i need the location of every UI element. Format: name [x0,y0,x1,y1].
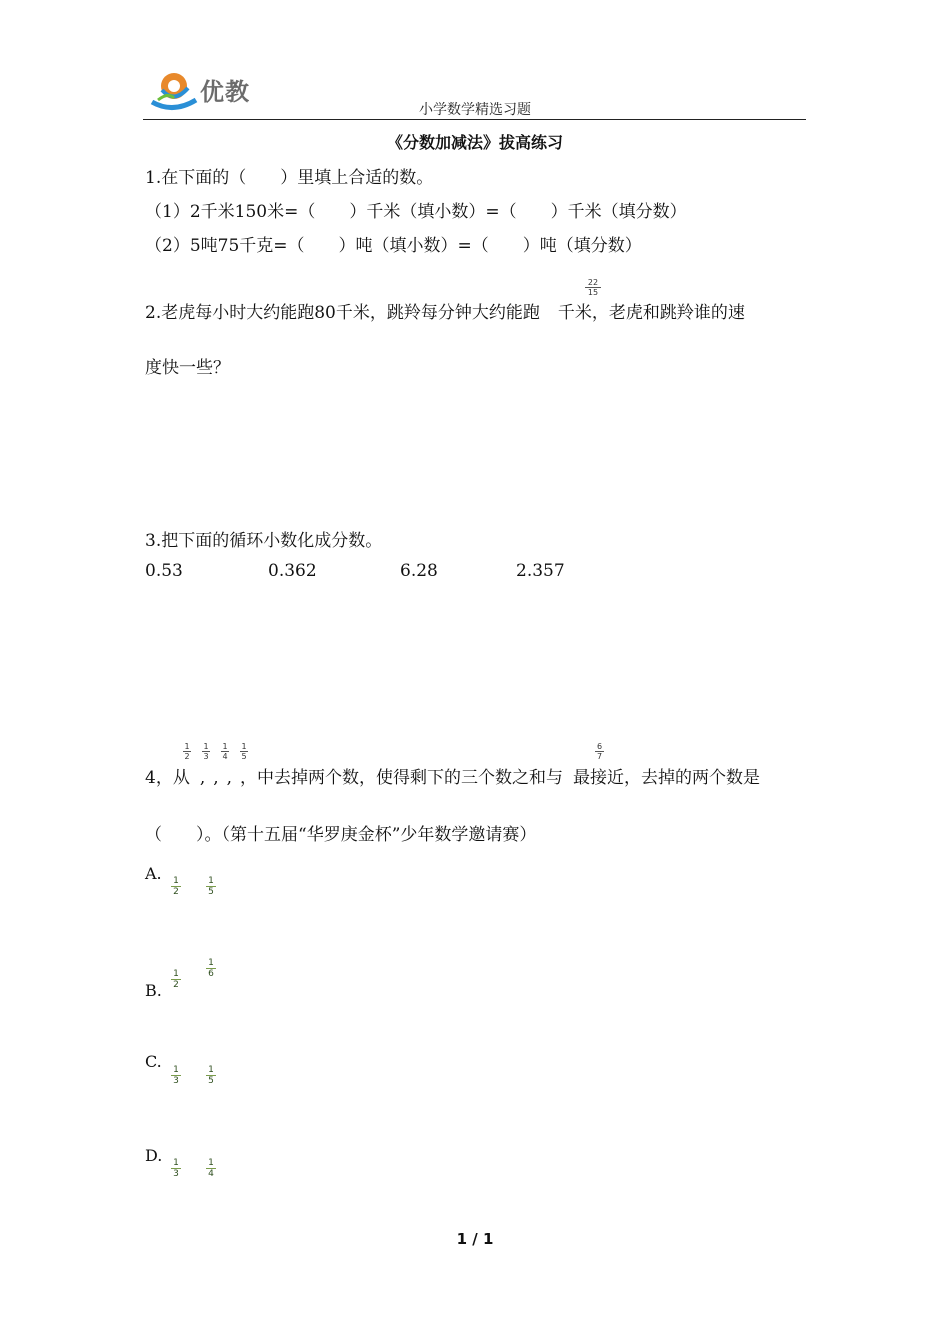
option-d-label[interactable]: D. [145,1146,163,1165]
option-b-fraction-2 [206,958,216,979]
q4-prefix: 4，从 [145,768,190,788]
option-c-fraction-2 [206,1065,216,1086]
q4-fraction-1 [183,742,191,761]
q3-value-2: 0.362 [268,561,317,581]
option-b-f1-num: 1 [171,969,181,980]
q4-line1 [145,763,760,788]
option-a-label[interactable]: A. [145,864,162,883]
q4-target-fraction [595,742,604,761]
option-d-f2-num: 1 [206,1158,216,1169]
q4-target-den: 7 [596,752,603,761]
q4-fraction-4-den: 5 [241,752,247,761]
option-d-fraction-1 [171,1158,181,1179]
q2-fraction-numerator: 22 [585,278,601,288]
q3-value-4: 2.357 [516,561,565,581]
q4-fraction-4 [240,742,248,761]
q4-fraction-3-den: 4 [222,752,228,761]
q1-stem: 1.在下面的（ ）里填上合适的数。 [145,168,434,188]
q4-sep-3: , [226,768,233,788]
q4-fraction-1-den: 2 [184,752,190,761]
q4-fraction-2-num: 1 [203,742,209,751]
q3-value-3: 6.28 [400,561,438,581]
option-b-label[interactable]: B. [145,981,162,1000]
option-d-f1-den: 3 [173,1169,179,1179]
q4-fraction-3-num: 1 [222,742,228,751]
option-d-fraction-2 [206,1158,216,1179]
q4-fraction-4-num: 1 [241,742,247,751]
q4-fraction-2 [202,742,210,761]
q4-fraction-2-den: 3 [203,752,209,761]
q3-value-1: 0.53 [145,561,183,581]
option-b-f1-den: 2 [173,980,179,990]
q4-fraction-3 [221,742,229,761]
q1-part1: （1）2千米150米=（ ）千米（填小数）=（ ）千米（填分数） [145,202,687,222]
q4-middle: ，中去掉两个数，使得剩下的三个数之和与 [240,768,564,788]
q2-fraction [585,278,601,297]
option-b-fraction-1 [171,969,181,990]
q4-sep-2: , [213,768,219,788]
option-b-f2-num: 1 [206,958,216,969]
option-a-f1-den: 2 [173,887,179,897]
header-subtitle: 小学数学精选习题 [419,102,531,118]
page-title: 《分数加减法》拔高练习 [386,133,563,152]
option-a-f2-den: 5 [208,887,214,897]
q4-suffix: 最接近，去掉的两个数是 [573,768,761,788]
option-c-fraction-1 [171,1065,181,1086]
option-b-f2-den: 6 [208,969,214,979]
option-c-f2-den: 5 [208,1076,214,1086]
q3-stem: 3.把下面的循环小数化成分数。 [145,531,383,551]
option-a-fraction-2 [206,876,216,897]
option-d-f2-den: 4 [208,1169,214,1179]
q2-line1 [145,298,745,323]
q4-fraction-1-num: 1 [184,742,190,751]
option-c-f1-num: 1 [171,1065,181,1076]
option-a-f2-num: 1 [206,876,216,887]
q2-line2: 度快一些？ [145,358,230,378]
q2-text-after: 千米，老虎和跳羚谁的速 [557,303,745,323]
q4-target-num: 6 [596,742,603,751]
option-c-label[interactable]: C. [145,1052,162,1071]
option-a-f1-num: 1 [171,876,181,887]
q4-line2: （ ）。（第十五届“华罗庚金杯”少年数学邀请赛） [145,825,537,845]
q2-fraction-denominator: 15 [587,288,599,297]
q1-part2: （2）5吨75千克=（ ）吨（填小数）=（ ）吨（填分数） [145,236,642,256]
q2-text-before: 2.老虎每小时大约能跑80千米，跳羚每分钟大约能跑 [145,303,540,323]
page-number: 1 / 1 [456,1230,494,1248]
option-c-f2-num: 1 [206,1065,216,1076]
option-d-f1-num: 1 [171,1158,181,1169]
option-a-fraction-1 [171,876,181,897]
logo-text: 优教 [200,78,250,106]
header-divider [143,119,806,120]
q4-sep-1: , [199,768,206,788]
option-c-f1-den: 3 [173,1076,179,1086]
